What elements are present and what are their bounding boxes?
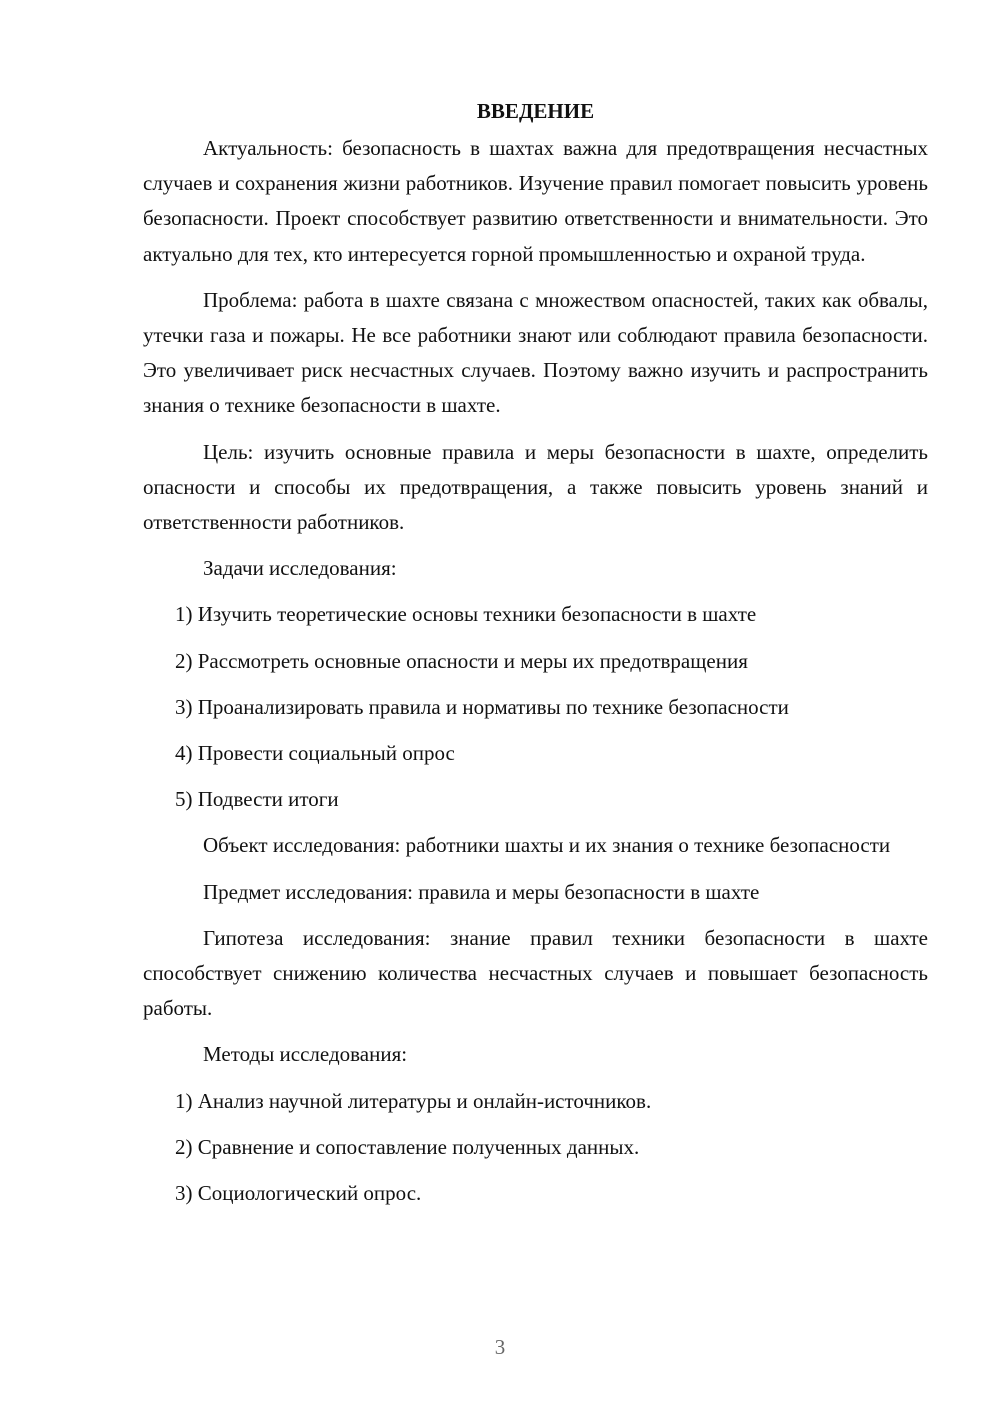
- object-paragraph: Объект исследования: работники шахты и их знания о технике безопасности: [203, 833, 891, 858]
- methods-title: Методы исследования:: [203, 1042, 408, 1067]
- list-item: 5) Подвести итоги: [175, 787, 339, 812]
- list-item: 2) Сравнение и сопоставление полученных данных.: [175, 1134, 640, 1159]
- relevance-paragraph: Актуальность: безопасность в шахтах важна для предотвращения несчастных случаев и сохранения жизни работников. Изучение правил помогает повысить уровень безопасности. Проект способствует развитию ответственности и внимательности. Это актуально для тех, кто интересуется горной промышленностью и охраной труда.: [143, 136, 928, 266]
- hypothesis-paragraph: Гипотеза исследования: знание правил техники безопасности в шахте способствует снижению количества несчастных случаев и повышает безопасность работы.: [143, 925, 928, 1021]
- page-number: 3: [494, 1335, 506, 1359]
- subject-paragraph: Предмет исследования: правила и меры безопасности в шахте: [203, 879, 760, 904]
- document-body: [143, 94, 928, 1211]
- list-item: 4) Провести социальный опрос: [175, 741, 455, 766]
- problem-paragraph: Проблема: работа в шахте связана с множеством опасностей, таких как обвалы, утечки газа и пожары. Не все работники знают или соблюдают правила безопасности. Это увеличивает риск несчастных случаев. Поэтому важно изучить и распространить знания о технике безопасности в шахте.: [143, 287, 928, 418]
- section-heading: ВВЕДЕНИЕ: [476, 99, 595, 123]
- tasks-list: [143, 597, 928, 817]
- list-item: 2) Рассмотреть основные опасности и меры их предотвращения: [175, 648, 748, 673]
- list-item: 1) Анализ научной литературы и онлайн-источников.: [175, 1088, 652, 1113]
- methods-list: [143, 1084, 928, 1212]
- list-item: 1) Изучить теоретические основы техники безопасности в шахте: [175, 602, 757, 627]
- list-item: 3) Проанализировать правила и нормативы по технике безопасности: [175, 694, 789, 719]
- tasks-title: Задачи исследования:: [203, 556, 397, 581]
- goal-paragraph: Цель: изучить основные правила и меры безопасности в шахте, определить опасности и способы их предотвращения, а также повысить уровень знаний и ответственности работников.: [143, 439, 928, 535]
- list-item: 3) Социологический опрос.: [175, 1181, 422, 1206]
